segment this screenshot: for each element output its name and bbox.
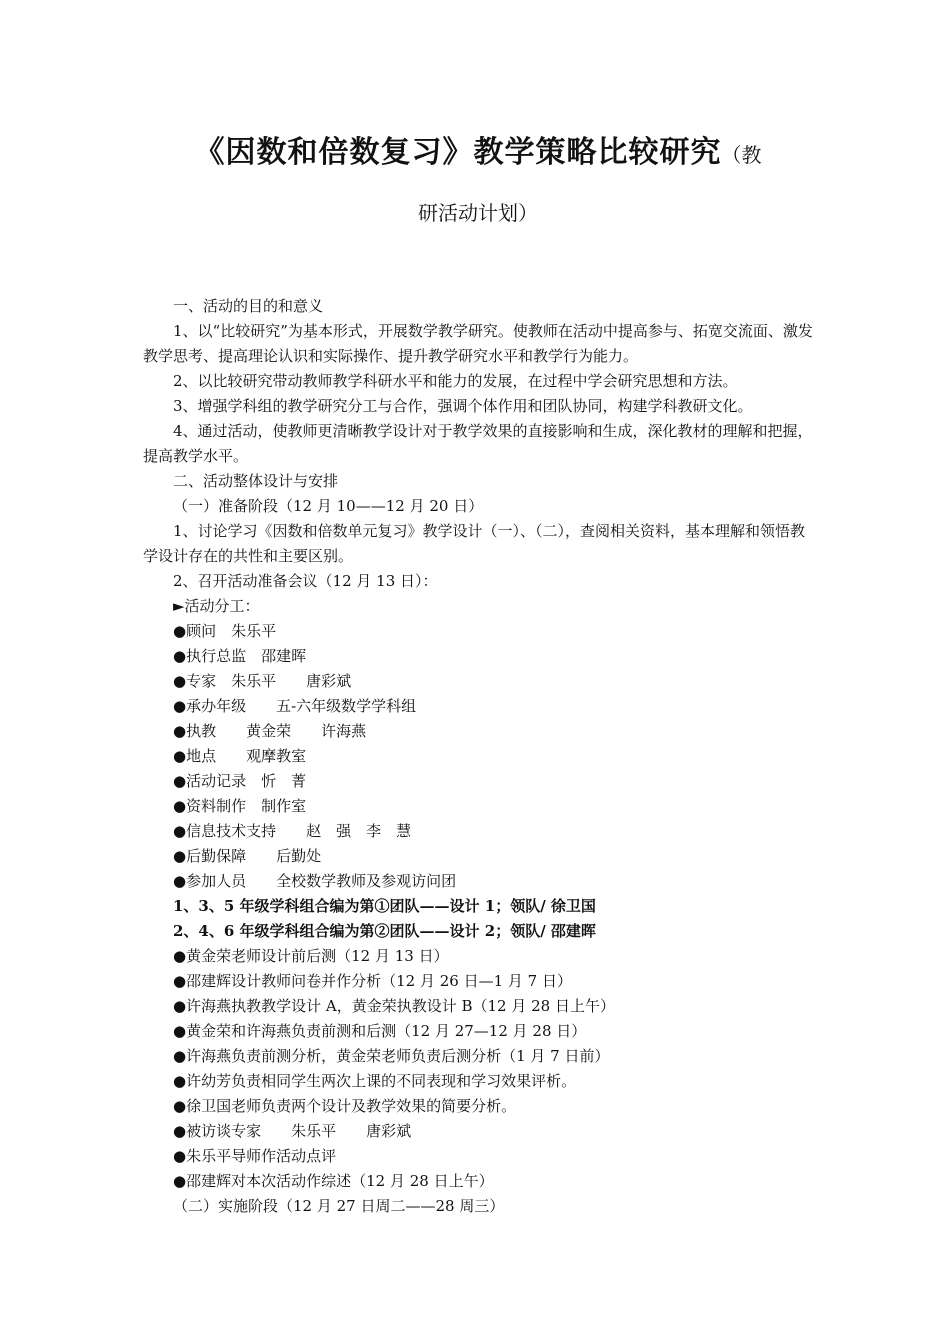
list-item: ●执行总监 邵建晖: [173, 647, 307, 665]
title-line-1: [143, 130, 813, 180]
section-heading: 二、活动整体设计与安排: [173, 472, 339, 490]
team-line-2: 2、4、6 年级学科组合编为第②团队——设计 2；领队/ 邵建晖: [173, 922, 596, 940]
list-item: ●参加人员 全校数学教师及参观访问团: [173, 872, 457, 890]
title-tail-text: （教: [721, 143, 762, 167]
list-item: ●活动记录 忻 菁: [173, 772, 307, 790]
paragraph: 3、增强学科组的教学研究分工与合作，强调个体作用和团队协同，构建学科教研文化。: [173, 397, 753, 415]
document-title: [143, 130, 813, 228]
list-item: ●被访谈专家 朱乐平 唐彩斌: [173, 1122, 412, 1140]
title-main-text: 《因数和倍数复习》教学策略比较研究: [194, 135, 722, 170]
list-item: ●执教 黄金荣 许海燕: [173, 722, 367, 740]
document-body: [143, 294, 813, 1219]
list-item: ●邵建辉对本次活动作综述（12 月 28 日上午）: [173, 1172, 494, 1190]
list-item: ●资料制作 制作室: [173, 797, 307, 815]
team-line-1: 1、3、5 年级学科组合编为第①团队——设计 1；领队/ 徐卫国: [173, 897, 596, 915]
list-item: ●专家 朱乐平 唐彩斌: [173, 672, 352, 690]
paragraph: 2、召开活动准备会议（12 月 13 日）：: [173, 572, 438, 590]
subsection-heading: （二）实施阶段（12 月 27 日周二——28 周三）: [173, 1197, 505, 1215]
subsection-heading: （一）准备阶段（12 月 10——12 月 20 日）: [173, 497, 484, 515]
list-item: ●地点 观摩教室: [173, 747, 307, 765]
section-heading: 一、活动的目的和意义: [173, 297, 324, 315]
list-item: ●顾问 朱乐平: [173, 622, 277, 640]
paragraph: 1、以“比较研究”为基本形式，开展数学教学研究。使教师在活动中提高参与、拓宽交流面、激发教学思考、提高理论认识和实际操作、提升教学研究水平和教学行为能力。: [143, 322, 813, 365]
list-heading: ►活动分工：: [173, 597, 260, 615]
list-item: ●徐卫国老师负责两个设计及教学效果的简要分析。: [173, 1097, 517, 1115]
list-item: ●承办年级 五-六年级数学学科组: [173, 697, 417, 715]
list-item: ●黄金荣老师设计前后测（12 月 13 日）: [173, 947, 449, 965]
list-item: ●邵建辉设计教师问卷并作分析（12 月 26 日—1 月 7 日）: [173, 972, 572, 990]
list-item: ●后勤保障 后勤处: [173, 847, 322, 865]
list-item: ●黄金荣和许海燕负责前测和后测（12 月 27—12 月 28 日）: [173, 1022, 587, 1040]
list-item: ●许海燕负责前测分析，黄金荣老师负责后测分析（1 月 7 日前）: [173, 1047, 610, 1065]
list-item: ●信息技术支持 赵 强 李 慧: [173, 822, 412, 840]
title-line-2: 研活动计划）: [418, 201, 538, 225]
list-item: ●朱乐平导师作活动点评: [173, 1147, 337, 1165]
paragraph: 1、讨论学习《因数和倍数单元复习》教学设计（一）、（二），查阅相关资料，基本理解和领悟教学设计存在的共性和主要区别。: [143, 522, 806, 565]
list-item: ●许海燕执教教学设计 A，黄金荣执教设计 B（12 月 28 日上午）: [173, 997, 615, 1015]
list-item: ●许幼芳负责相同学生两次上课的不同表现和学习效果评析。: [173, 1072, 577, 1090]
paragraph: 4、通过活动，使教师更清晰教学设计对于教学效果的直接影响和生成，深化教材的理解和把握，提高教学水平。: [143, 422, 813, 465]
paragraph: 2、以比较研究带动教师教学科研水平和能力的发展，在过程中学会研究思想和方法。: [173, 372, 738, 390]
